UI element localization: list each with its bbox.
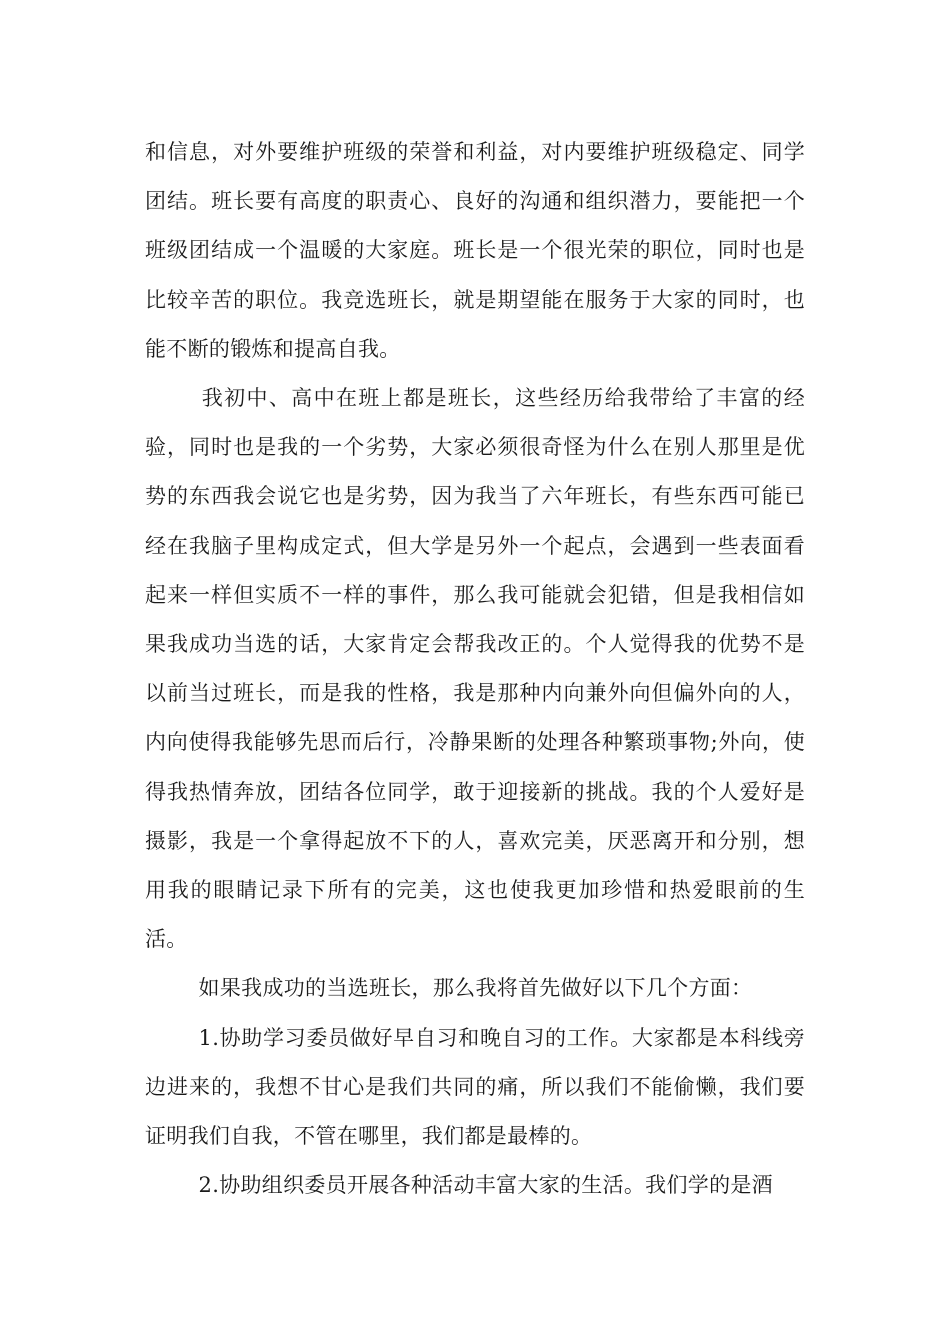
paragraph-plan-item-2: 2.协助组织委员开展各种活动丰富大家的生活。我们学的是酒 — [198, 1173, 773, 1198]
paragraph-plan-item-1: 1.协助学习委员做好早自习和晚自习的工作。大家都是本科线旁边进来的，我想不甘心是我们共同的痛，所以我们不能偷懒，我们要证明我们自我，不管在哪里，我们都是最棒的。 — [145, 1025, 805, 1149]
document-page — [145, 128, 805, 1210]
paragraph-intro-continued: 和信息，对外要维护班级的荣誉和利益，对内要维护班级稳定、同学团结。班长要有高度的职责心、良好的沟通和组织潜力，要能把一个班级团结成一个温暖的大家庭。班长是一个很光荣的职位，同时也是比较辛苦的职位。我竞选班长，就是期望能在服务于大家的同时，也能不断的锻炼和提高自我。 — [145, 140, 805, 361]
paragraph-plan-intro: 如果我成功的当选班长，那么我将首先做好以下几个方面： — [198, 976, 753, 1001]
paragraph-experience: 我初中、高中在班上都是班长，这些经历给我带给了丰富的经验，同时也是我的一个劣势，大家必须很奇怪为什么在别人那里是优势的东西我会说它也是劣势，因为我当了六年班长，有些东西可能已经在我脑子里构成定式，但大学是另外一个起点，会遇到一些表面看起来一样但实质不一样的事件，那么我可能就会犯错，但是我相信如果我成功当选的话，大家肯定会帮我改正的。个人觉得我的优势不是以前当过班长，而是我的性格，我是那种内向兼外向但偏外向的人，内向使得我能够先思而后行，冷静果断的处理各种繁琐事物;外向，使得我热情奔放，团结各位同学，敢于迎接新的挑战。我的个人爱好是摄影，我是一个拿得起放不下的人，喜欢完美，厌恶离开和分别，想用我的眼睛记录下所有的完美，这也使我更加珍惜和热爱眼前的生活。 — [145, 386, 805, 952]
